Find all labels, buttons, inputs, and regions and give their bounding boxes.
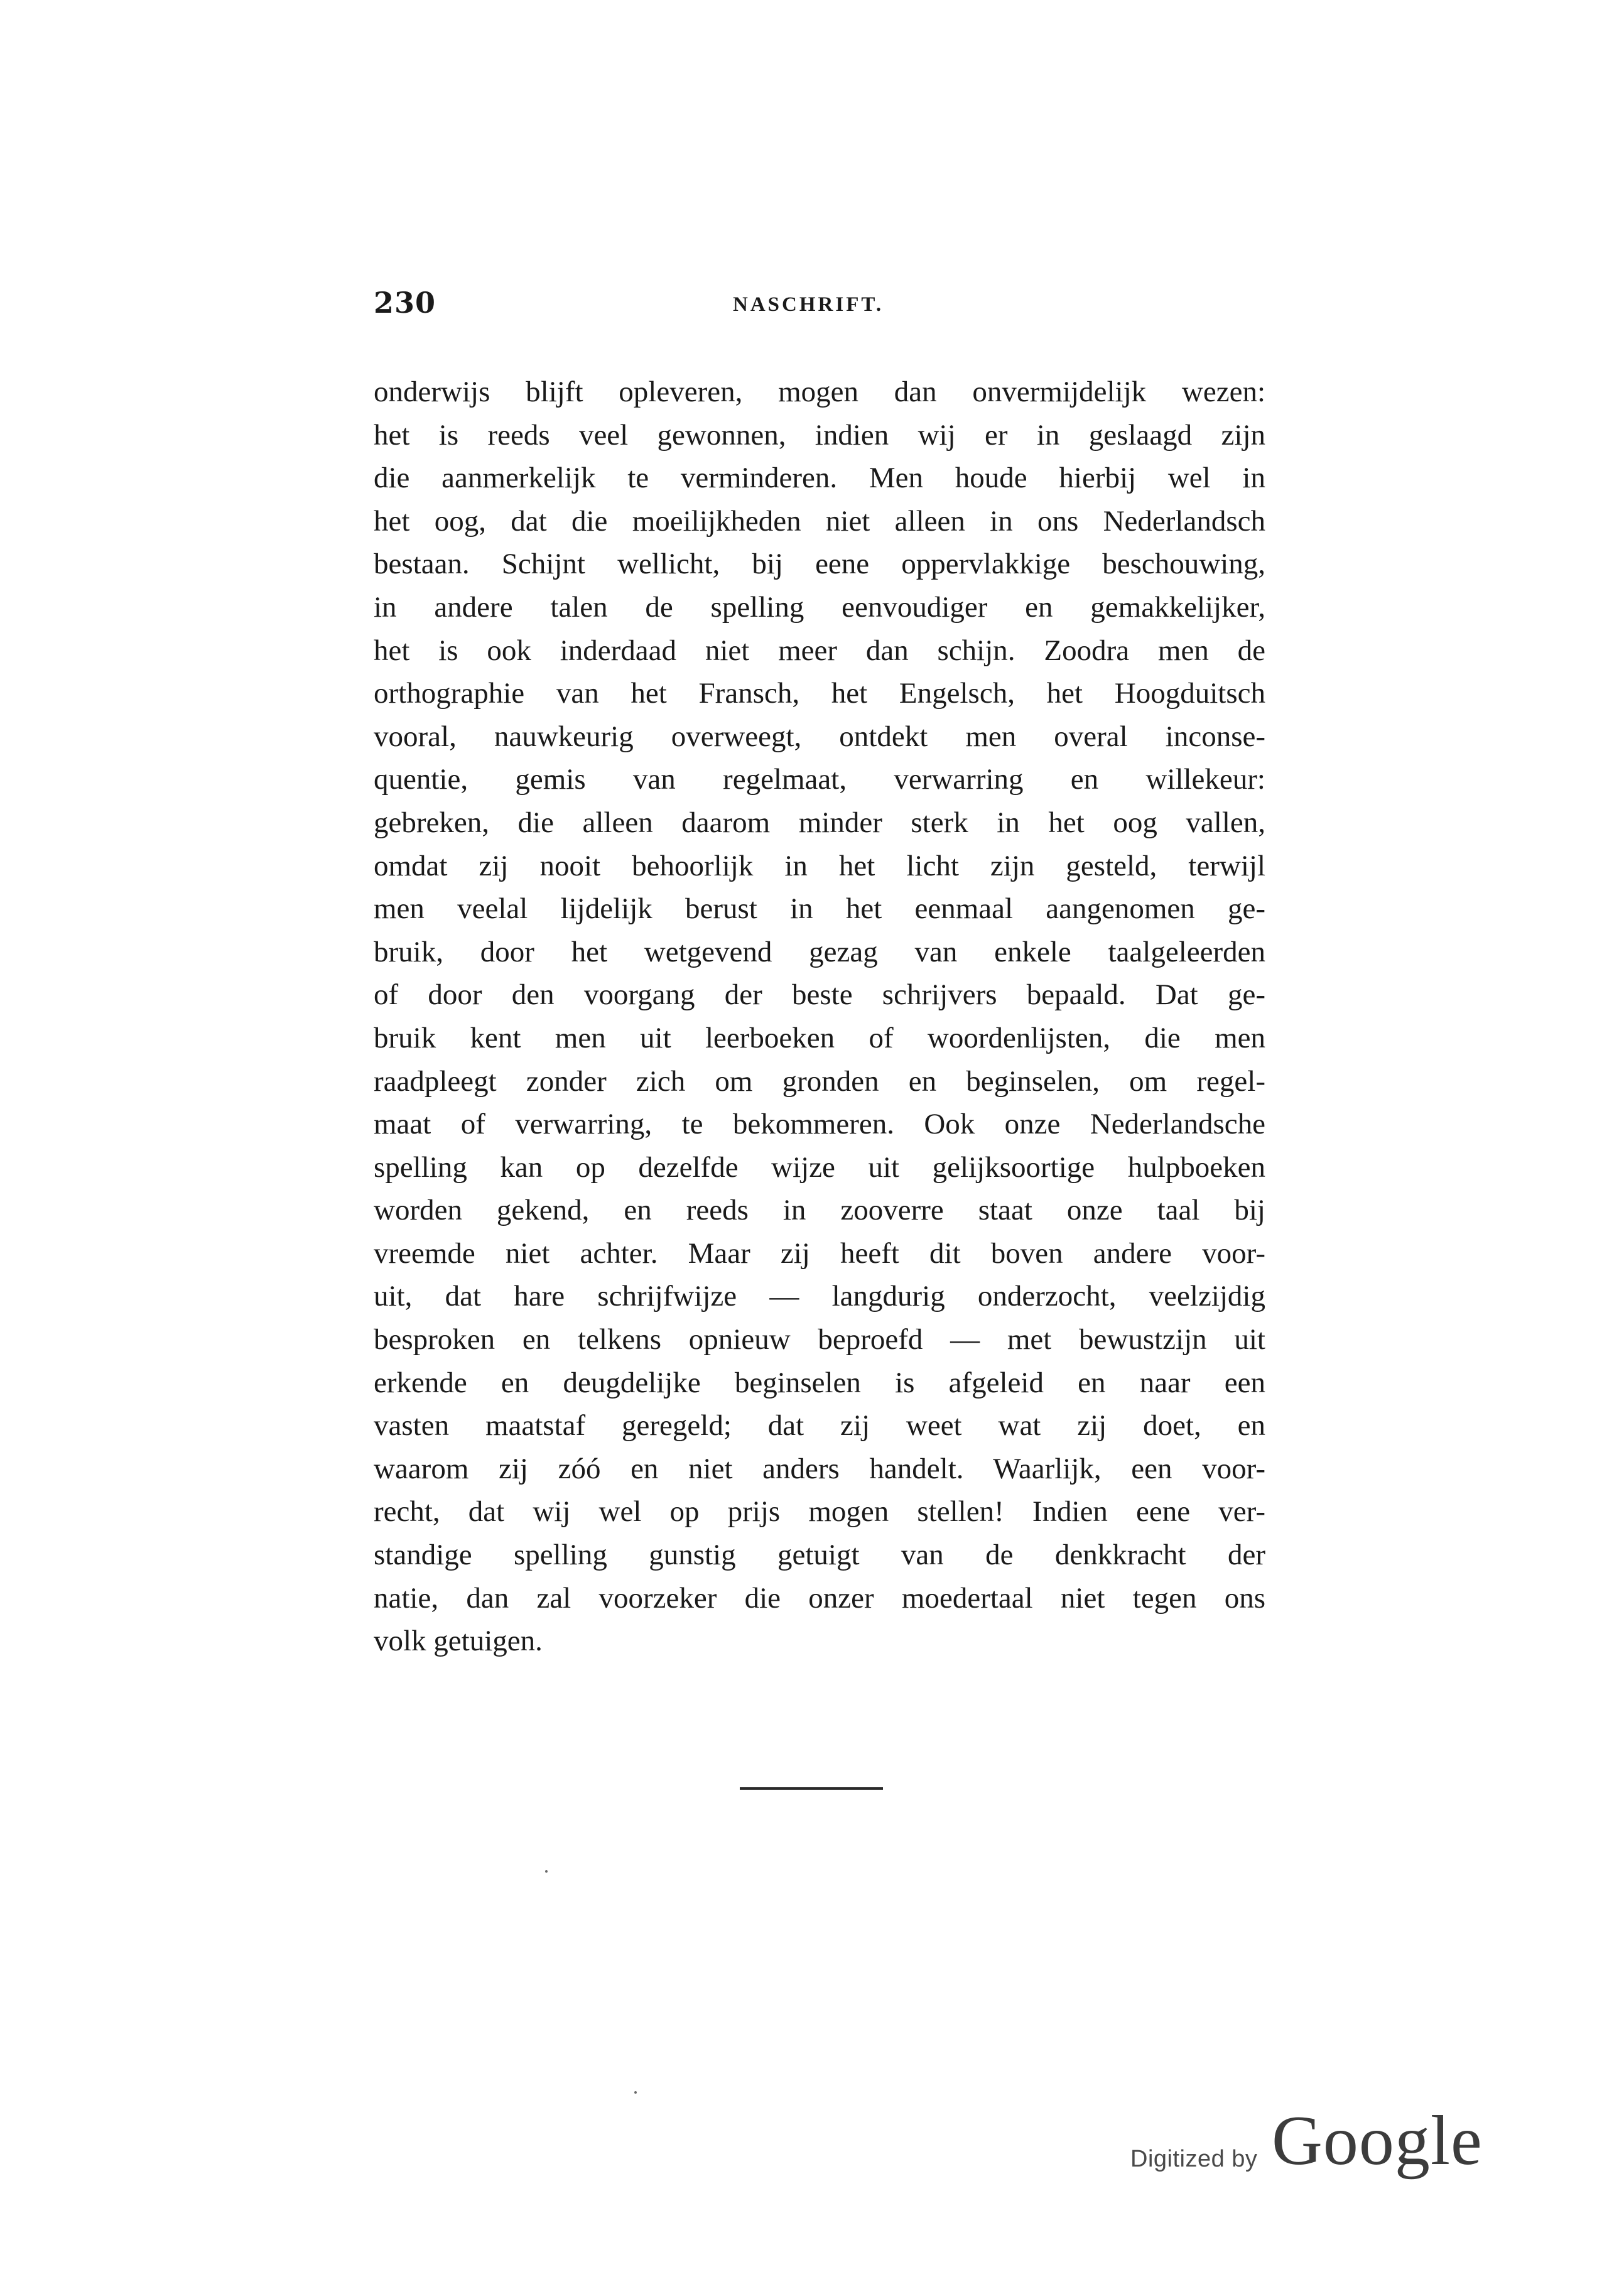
text-line: recht, dat wij wel op prijs mogen stellen! Indien eene ver- bbox=[374, 1495, 1265, 1529]
google-logo: Google bbox=[1272, 2102, 1483, 2180]
text-line: die aanmerkelijk te verminderen. Men houde hierbij wel in bbox=[374, 462, 1265, 495]
text-line: raadpleegt zonder zich om gronden en beginselen, om regel- bbox=[374, 1064, 1265, 1098]
text-line: of door den voorgang der beste schrijvers bepaald. Dat ge- bbox=[374, 978, 1265, 1012]
text-line: vreemde niet achter. Maar zij heeft dit boven andere voor- bbox=[374, 1236, 1265, 1270]
text-line: spelling kan op dezelfde wijze uit gelijksoortige hulpboeken bbox=[374, 1150, 1265, 1184]
text-line: uit, dat hare schrijfwijze — langdurig onderzocht, veelzijdig bbox=[374, 1280, 1265, 1313]
digitized-watermark bbox=[1130, 2101, 1482, 2189]
text-line: standige spelling gunstig getuigt van de denkkracht der bbox=[374, 1539, 1265, 1572]
watermark-prefix: Digitized by bbox=[1130, 2146, 1258, 2172]
text-line: het is ook inderdaad niet meer dan schijn. Zoodra men de bbox=[374, 634, 1265, 667]
text-line: worden gekend, en reeds in zooverre staat onze taal bij bbox=[374, 1194, 1265, 1227]
text-line: bruik, door het wetgevend gezag van enkele taalgeleerden bbox=[374, 935, 1265, 968]
text-line: besproken en telkens opnieuw beproefd — met bewustzijn uit bbox=[374, 1323, 1265, 1356]
text-line: het oog, dat die moeilijkheden niet alleen in ons Nederlandsch bbox=[374, 504, 1265, 538]
text-line: het is reeds veel gewonnen, indien wij er in geslaagd zijn bbox=[374, 418, 1265, 452]
text-line: in andere talen de spelling eenvoudiger en gemakkelijker, bbox=[374, 590, 1265, 624]
text-line: onderwijs blijft opleveren, mogen dan onvermijdelijk wezen: bbox=[374, 376, 1265, 408]
page-number: 230 bbox=[374, 286, 436, 320]
text-line: quentie, gemis van regelmaat, verwarring en willekeur: bbox=[374, 763, 1265, 796]
text-line: omdat zij nooit behoorlijk in het licht zijn gesteld, terwijl bbox=[374, 849, 1265, 882]
text-line: natie, dan zal voorzeker die onzer moedertaal niet tegen ons bbox=[374, 1581, 1265, 1615]
print-speck bbox=[545, 1870, 548, 1873]
text-line: maat of verwarring, te bekommeren. Ook onze Nederlandsche bbox=[374, 1108, 1265, 1141]
text-line: waarom zij zóó en niet anders handelt. Waarlijk, een voor- bbox=[374, 1452, 1265, 1485]
text-line: erkende en deugdelijke beginselen is afgeleid en naar een bbox=[374, 1366, 1265, 1399]
text-line: vooral, nauwkeurig overweegt, ontdekt men overal inconse- bbox=[374, 720, 1265, 753]
running-title: NASCHRIFT. bbox=[733, 293, 884, 316]
text-line: bestaan. Schijnt wellicht, bij eene oppervlakkige beschouwing, bbox=[374, 548, 1265, 581]
print-speck bbox=[634, 2091, 637, 2094]
section-separator bbox=[740, 1787, 883, 1790]
text-line: vasten maatstaf geregeld; dat zij weet wat zij doet, en bbox=[374, 1409, 1265, 1442]
running-head bbox=[374, 286, 1265, 330]
text-line: gebreken, die alleen daarom minder sterk in het oog vallen, bbox=[374, 806, 1265, 839]
text-line: men veelal lijdelijk berust in het eenmaal aangenomen ge- bbox=[374, 892, 1265, 926]
text-line: volk getuigen. bbox=[374, 1625, 543, 1658]
text-line: orthographie van het Fransch, het Engelsch, het Hoogduitsch bbox=[374, 677, 1265, 710]
body-text bbox=[374, 371, 1265, 1663]
text-line: bruik kent men uit leerboeken of woordenlijsten, die men bbox=[374, 1021, 1265, 1054]
